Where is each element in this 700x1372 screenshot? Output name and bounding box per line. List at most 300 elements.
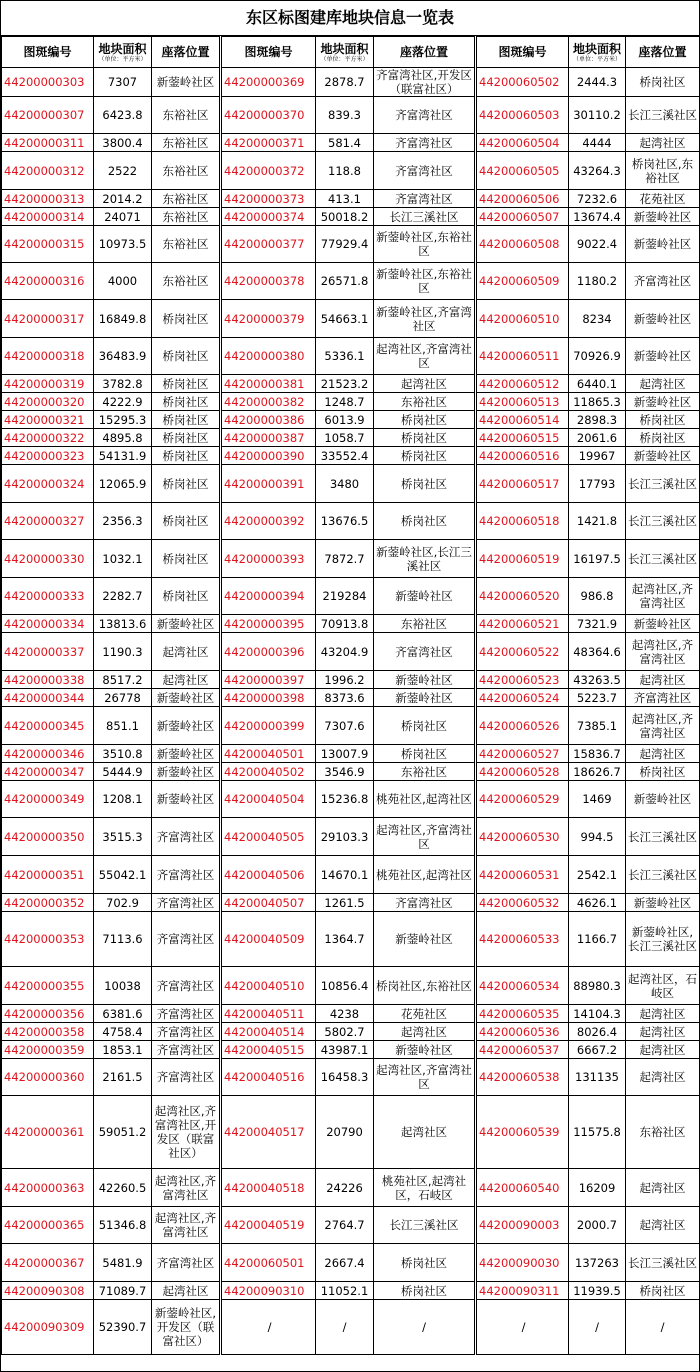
parcel-location-cell: 齐富湾社区 <box>152 1059 221 1096</box>
parcel-location-cell: 齐富湾社区 <box>152 1041 221 1059</box>
parcel-code-cell: 44200060517 <box>476 465 569 503</box>
table-row <box>2 429 700 447</box>
parcel-code-cell: 44200000330 <box>2 540 94 578</box>
parcel-area-cell: 2061.6 <box>569 429 626 447</box>
table-row <box>2 689 700 707</box>
parcel-code-cell: 44200000397 <box>221 671 316 689</box>
parcel-location-cell: 桃苑社区,起湾社区 <box>374 856 476 894</box>
parcel-location-cell: 桥岗社区 <box>152 375 221 393</box>
parcel-location-cell: 桥岗社区 <box>626 68 700 97</box>
parcel-location-cell: 新蓥岭社区 <box>152 745 221 763</box>
parcel-code-cell: 44200000311 <box>2 134 94 152</box>
parcel-location-cell: 起湾社区,齐富湾社区 <box>626 707 700 745</box>
parcel-location-cell: 桥岗社区,东裕社区 <box>626 152 700 190</box>
parcel-location-cell: 齐富湾社区 <box>626 263 700 300</box>
parcel-area-cell: 20790 <box>316 1096 374 1169</box>
parcel-area-cell: 21523.2 <box>316 375 374 393</box>
parcel-code-cell: 44200000374 <box>221 208 316 226</box>
parcel-code-cell: 44200060515 <box>476 429 569 447</box>
parcel-code-cell: 44200060510 <box>476 300 569 338</box>
parcel-code-cell: 44200040505 <box>221 818 316 856</box>
parcel-code-cell: 44200090310 <box>221 1282 316 1300</box>
table-row <box>2 1169 700 1207</box>
parcel-area-cell: 33552.4 <box>316 447 374 465</box>
parcel-location-cell: 桥岗社区 <box>626 429 700 447</box>
parcel-code-cell: 44200060507 <box>476 208 569 226</box>
parcel-area-cell: 2014.2 <box>94 190 152 208</box>
parcel-area-cell: 54663.1 <box>316 300 374 338</box>
parcel-code-cell: 44200060522 <box>476 633 569 671</box>
parcel-area-cell: 2898.3 <box>569 411 626 429</box>
parcel-location-cell: 新蓥岭社区 <box>374 671 476 689</box>
parcel-code-cell: 44200000351 <box>2 856 94 894</box>
parcel-code-cell: 44200000386 <box>221 411 316 429</box>
parcel-location-cell: 起湾社区 <box>626 1005 700 1023</box>
parcel-location-cell: 桥岗社区 <box>374 447 476 465</box>
parcel-code-cell: 44200000334 <box>2 615 94 633</box>
parcel-area-cell: 6440.1 <box>569 375 626 393</box>
parcel-code-cell: 44200000303 <box>2 68 94 97</box>
parcel-code-cell: 44200060535 <box>476 1005 569 1023</box>
parcel-location-cell: 长江三溪社区 <box>626 818 700 856</box>
parcel-code-cell: 44200000394 <box>221 578 316 615</box>
parcel-area-cell: 5444.9 <box>94 763 152 781</box>
parcel-location-cell: 起湾社区,齐富湾社区 <box>152 1207 221 1244</box>
parcel-area-cell: 8234 <box>569 300 626 338</box>
parcel-location-cell: 桥岗社区 <box>374 1282 476 1300</box>
parcel-location-cell: 起湾社区,齐富湾社区 <box>626 578 700 615</box>
parcel-area-cell: 702.9 <box>94 894 152 912</box>
parcel-location-cell: 桥岗社区 <box>626 1282 700 1300</box>
parcel-location-cell: 长江三溪社区 <box>626 503 700 540</box>
table-row <box>2 1282 700 1300</box>
parcel-area-cell: 994.5 <box>569 818 626 856</box>
table-row <box>2 1244 700 1282</box>
parcel-location-cell: 起湾社区，石岐区 <box>626 967 700 1005</box>
parcel-location-cell: 东裕社区 <box>374 615 476 633</box>
parcel-code-cell: 44200060509 <box>476 263 569 300</box>
table-row <box>2 967 700 1005</box>
parcel-area-cell: 4626.1 <box>569 894 626 912</box>
parcel-area-cell: 24226 <box>316 1169 374 1207</box>
parcel-location-cell: 齐富湾社区 <box>152 1244 221 1282</box>
parcel-location-cell: 桥岗社区 <box>152 429 221 447</box>
parcel-area-cell: 29103.3 <box>316 818 374 856</box>
table-row <box>2 818 700 856</box>
table-row <box>2 393 700 411</box>
parcel-code-cell: 44200000350 <box>2 818 94 856</box>
parcel-location-cell: 起湾社区 <box>374 1096 476 1169</box>
parcel-location-cell: 长江三溪社区 <box>626 856 700 894</box>
parcel-code-cell: 44200060514 <box>476 411 569 429</box>
parcel-location-cell: 起湾社区 <box>626 1041 700 1059</box>
parcel-code-cell: 44200040506 <box>221 856 316 894</box>
parcel-code-cell: 44200060524 <box>476 689 569 707</box>
parcel-area-cell: 54131.9 <box>94 447 152 465</box>
parcel-code-cell: 44200000379 <box>221 300 316 338</box>
parcel-location-cell: 齐富湾社区 <box>152 856 221 894</box>
parcel-area-cell: 3510.8 <box>94 745 152 763</box>
parcel-location-cell: 新蓥岭社区 <box>626 447 700 465</box>
parcel-location-cell: 齐富湾社区 <box>152 1023 221 1041</box>
parcel-code-cell: 44200000323 <box>2 447 94 465</box>
table-row <box>2 465 700 503</box>
parcel-area-cell: 70913.8 <box>316 615 374 633</box>
parcel-area-cell: 4758.4 <box>94 1023 152 1041</box>
parcel-code-cell: 44200060539 <box>476 1096 569 1169</box>
parcel-area-cell: 43987.1 <box>316 1041 374 1059</box>
parcel-area-cell: 71089.7 <box>94 1282 152 1300</box>
parcel-code-cell: 44200060512 <box>476 375 569 393</box>
parcel-area-cell: 11575.8 <box>569 1096 626 1169</box>
parcel-location-cell: 桥岗社区 <box>152 447 221 465</box>
parcel-area-cell: 16849.8 <box>94 300 152 338</box>
parcel-location-cell: 桥岗社区 <box>626 763 700 781</box>
parcel-code-cell: 44200000393 <box>221 540 316 578</box>
parcel-area-cell: 3515.3 <box>94 818 152 856</box>
parcel-location-cell: 起湾社区 <box>626 375 700 393</box>
parcel-code-cell: 44200060505 <box>476 152 569 190</box>
parcel-area-cell: 7307.6 <box>316 707 374 745</box>
parcel-code-cell: 44200000392 <box>221 503 316 540</box>
parcel-code-cell: 44200000317 <box>2 300 94 338</box>
parcel-code-cell: 44200040502 <box>221 763 316 781</box>
parcel-location-cell: 长江三溪社区 <box>626 1244 700 1282</box>
table-row <box>2 894 700 912</box>
parcel-location-cell: 新蓥岭社区,长江三溪社区 <box>626 912 700 967</box>
parcel-area-cell: 1364.7 <box>316 912 374 967</box>
parcel-area-cell: 131135 <box>569 1059 626 1096</box>
parcel-location-cell: 东裕社区 <box>152 134 221 152</box>
parcel-area-cell: 15295.3 <box>94 411 152 429</box>
parcel-code-cell: 44200060530 <box>476 818 569 856</box>
parcel-location-cell: 新蓥岭社区 <box>626 894 700 912</box>
parcel-location-cell: 新蓥岭社区 <box>152 763 221 781</box>
parcel-location-cell: 新蓥岭社区 <box>626 615 700 633</box>
parcel-code-cell: 44200040509 <box>221 912 316 967</box>
parcel-area-cell: 2356.3 <box>94 503 152 540</box>
parcel-location-cell: 新蓥岭社区 <box>374 578 476 615</box>
parcel-area-cell: 1421.8 <box>569 503 626 540</box>
parcel-code-cell: 44200040510 <box>221 967 316 1005</box>
parcel-location-cell: 新蓥岭社区 <box>374 912 476 967</box>
parcel-code-cell: 44200040516 <box>221 1059 316 1096</box>
table-row <box>2 1005 700 1023</box>
parcel-area-cell: 3782.8 <box>94 375 152 393</box>
table-row <box>2 1023 700 1041</box>
parcel-area-cell: 986.8 <box>569 578 626 615</box>
parcel-code-cell: 44200060536 <box>476 1023 569 1041</box>
parcel-location-cell: 长江三溪社区 <box>626 540 700 578</box>
parcel-area-cell: 8517.2 <box>94 671 152 689</box>
parcel-code-cell: 44200040507 <box>221 894 316 912</box>
table-row <box>2 97 700 134</box>
parcel-location-cell: 东裕社区 <box>152 152 221 190</box>
parcel-area-cell: 2878.7 <box>316 68 374 97</box>
parcel-area-cell: 5481.9 <box>94 1244 152 1282</box>
parcel-location-cell: 齐富湾社区 <box>152 1005 221 1023</box>
parcel-code-cell: 44200000398 <box>221 689 316 707</box>
table-body <box>2 68 700 1355</box>
parcel-code-cell: 44200040511 <box>221 1005 316 1023</box>
parcel-location-cell: 齐富湾社区 <box>626 689 700 707</box>
parcel-location-cell: 桥岗社区 <box>152 393 221 411</box>
parcel-code-cell: 44200040518 <box>221 1169 316 1207</box>
parcel-code-cell: 44200000356 <box>2 1005 94 1023</box>
parcel-area-cell: 4222.9 <box>94 393 152 411</box>
table-row <box>2 190 700 208</box>
parcel-code-cell: 44200000399 <box>221 707 316 745</box>
parcel-area-cell: 4000 <box>94 263 152 300</box>
parcel-code-cell: 44200060501 <box>221 1244 316 1282</box>
parcel-code-cell: 44200060537 <box>476 1041 569 1059</box>
parcel-area-cell: 7307 <box>94 68 152 97</box>
parcel-location-cell: 齐富湾社区 <box>374 134 476 152</box>
parcel-code-cell: 44200000314 <box>2 208 94 226</box>
parcel-area-cell: 24071 <box>94 208 152 226</box>
parcel-area-cell: 52390.7 <box>94 1300 152 1355</box>
parcel-location-cell: 齐富湾社区 <box>152 818 221 856</box>
parcel-area-cell: 5336.1 <box>316 338 374 375</box>
parcel-area-cell: 4444 <box>569 134 626 152</box>
parcel-code-cell: 44200000319 <box>2 375 94 393</box>
parcel-location-cell: 起湾社区,齐富湾社区 <box>374 1059 476 1096</box>
parcel-location-cell: 齐富湾社区 <box>152 912 221 967</box>
parcel-location-cell: 桥岗社区 <box>374 707 476 745</box>
parcel-code-cell: 44200000344 <box>2 689 94 707</box>
parcel-location-cell: 桥岗社区 <box>374 503 476 540</box>
parcel-code-cell: 44200000355 <box>2 967 94 1005</box>
parcel-location-cell: 桥岗社区 <box>374 411 476 429</box>
parcel-code-cell: 44200000365 <box>2 1207 94 1244</box>
parcel-area-cell: 15236.8 <box>316 781 374 818</box>
parcel-location-cell: 起湾社区,齐富湾社区 <box>626 633 700 671</box>
parcel-location-cell: 东裕社区 <box>152 190 221 208</box>
header-location: 座落位置 <box>374 37 476 68</box>
parcel-area-cell: 77929.4 <box>316 226 374 263</box>
parcel-area-cell: 2764.7 <box>316 1207 374 1244</box>
parcel-code-cell: 44200060503 <box>476 97 569 134</box>
parcel-area-cell: 11052.1 <box>316 1282 374 1300</box>
table-row <box>2 134 700 152</box>
parcel-location-cell: 起湾社区 <box>152 633 221 671</box>
table-row <box>2 763 700 781</box>
header-area: 地块面积 （单位：平方米） <box>94 37 152 68</box>
parcel-area-cell: 219284 <box>316 578 374 615</box>
parcel-area-cell: 7113.6 <box>94 912 152 967</box>
parcel-location-cell: / <box>374 1300 476 1355</box>
parcel-location-cell: 长江三溪社区 <box>374 1207 476 1244</box>
parcel-area-cell: 581.4 <box>316 134 374 152</box>
parcel-area-cell: 10856.4 <box>316 967 374 1005</box>
parcel-area-cell: 13676.5 <box>316 503 374 540</box>
parcel-location-cell: 新蓥岭社区,东裕社区 <box>374 263 476 300</box>
table-row <box>2 226 700 263</box>
parcel-location-cell: 新蓥岭社区 <box>374 1041 476 1059</box>
parcel-code-cell: 44200060526 <box>476 707 569 745</box>
parcel-code-cell: 44200060521 <box>476 615 569 633</box>
parcel-code-cell: 44200000372 <box>221 152 316 190</box>
parcel-location-cell: 齐富湾社区 <box>374 633 476 671</box>
parcel-code-cell: 44200000338 <box>2 671 94 689</box>
parcel-code-cell: 44200000313 <box>2 190 94 208</box>
parcel-area-cell: 5802.7 <box>316 1023 374 1041</box>
parcel-location-cell: 齐富湾社区 <box>374 190 476 208</box>
parcel-location-cell: 花苑社区 <box>626 190 700 208</box>
table-row <box>2 411 700 429</box>
parcel-area-cell: 118.8 <box>316 152 374 190</box>
parcel-location-cell: 起湾社区 <box>374 1023 476 1041</box>
parcel-area-cell: 7232.6 <box>569 190 626 208</box>
header-area: 地块面积 （单位：平方米） <box>316 37 374 68</box>
parcel-code-cell: 44200090311 <box>476 1282 569 1300</box>
parcel-location-cell: 新蓥岭社区 <box>626 300 700 338</box>
parcel-code-cell: 44200000377 <box>221 226 316 263</box>
parcel-area-cell: 6667.2 <box>569 1041 626 1059</box>
parcel-area-cell: 1261.5 <box>316 894 374 912</box>
parcel-code-cell: / <box>476 1300 569 1355</box>
parcel-code-cell: 44200060508 <box>476 226 569 263</box>
parcel-location-cell: 新蓥岭社区 <box>626 226 700 263</box>
parcel-area-cell: 15836.7 <box>569 745 626 763</box>
parcel-area-cell: 43264.3 <box>569 152 626 190</box>
parcel-code-cell: 44200000395 <box>221 615 316 633</box>
parcel-code-cell: 44200060502 <box>476 68 569 97</box>
parcel-area-cell: / <box>316 1300 374 1355</box>
parcel-location-cell: 齐富湾社区 <box>374 152 476 190</box>
parcel-code-cell: 44200000353 <box>2 912 94 967</box>
parcel-code-cell: 44200000361 <box>2 1096 94 1169</box>
parcel-area-cell: 2522 <box>94 152 152 190</box>
parcel-area-cell: 6013.9 <box>316 411 374 429</box>
parcel-code-cell: 44200000370 <box>221 97 316 134</box>
parcel-code-cell: 44200040501 <box>221 745 316 763</box>
table-row <box>2 671 700 689</box>
parcel-location-cell: 东裕社区 <box>374 393 476 411</box>
parcel-location-cell: 桥岗社区 <box>374 465 476 503</box>
parcel-location-cell: 新蓥岭社区,齐富湾社区 <box>374 300 476 338</box>
parcel-code-cell: 44200060506 <box>476 190 569 208</box>
parcel-area-cell: 13007.9 <box>316 745 374 763</box>
parcel-area-cell: 2542.1 <box>569 856 626 894</box>
parcel-area-cell: 43204.9 <box>316 633 374 671</box>
parcel-area-cell: 42260.5 <box>94 1169 152 1207</box>
parcel-location-cell: 起湾社区 <box>626 1059 700 1096</box>
parcel-area-cell: 1166.7 <box>569 912 626 967</box>
table-row <box>2 300 700 338</box>
parcel-area-cell: 50018.2 <box>316 208 374 226</box>
parcel-area-cell: 2667.4 <box>316 1244 374 1282</box>
parcel-area-cell: 2161.5 <box>94 1059 152 1096</box>
parcel-location-cell: 新蓥岭社区,东裕社区 <box>374 226 476 263</box>
table-row <box>2 781 700 818</box>
parcel-location-cell: 起湾社区 <box>152 1282 221 1300</box>
table-row <box>2 1059 700 1096</box>
parcel-area-cell: / <box>569 1300 626 1355</box>
parcel-code-cell: 44200000363 <box>2 1169 94 1207</box>
parcel-location-cell: 起湾社区 <box>152 671 221 689</box>
table-row <box>2 578 700 615</box>
parcel-code-cell: 44200060519 <box>476 540 569 578</box>
parcel-code-cell: 44200000349 <box>2 781 94 818</box>
parcel-area-cell: 5223.7 <box>569 689 626 707</box>
parcel-location-cell: 新蓥岭社区 <box>626 338 700 375</box>
parcel-area-cell: 1469 <box>569 781 626 818</box>
parcel-area-cell: 14670.1 <box>316 856 374 894</box>
parcel-area-cell: 851.1 <box>94 707 152 745</box>
parcel-code-cell: 44200000327 <box>2 503 94 540</box>
table-header-row <box>2 37 700 68</box>
parcel-area-cell: 11939.5 <box>569 1282 626 1300</box>
parcel-area-cell: 51346.8 <box>94 1207 152 1244</box>
parcel-location-cell: 东裕社区 <box>626 1096 700 1169</box>
table-row <box>2 912 700 967</box>
table-row <box>2 1096 700 1169</box>
parcel-code-cell: 44200040514 <box>221 1023 316 1041</box>
table-row <box>2 745 700 763</box>
parcel-code-cell: 44200000371 <box>221 134 316 152</box>
table-row <box>2 1041 700 1059</box>
parcel-area-cell: 839.3 <box>316 97 374 134</box>
parcel-location-cell: 桃苑社区,起湾社区 <box>374 781 476 818</box>
parcel-code-cell: 44200040504 <box>221 781 316 818</box>
parcel-code-cell: 44200060531 <box>476 856 569 894</box>
parcel-area-cell: 7321.9 <box>569 615 626 633</box>
table-row <box>2 375 700 393</box>
parcel-code-cell: 44200000333 <box>2 578 94 615</box>
parcel-code-cell: 44200040517 <box>221 1096 316 1169</box>
parcel-code-cell: 44200060518 <box>476 503 569 540</box>
parcel-code-cell: 44200000324 <box>2 465 94 503</box>
parcel-location-cell: 桃苑社区,起湾社区，石岐区 <box>374 1169 476 1207</box>
parcel-info-table <box>1 36 700 1355</box>
parcel-location-cell: 齐富湾社区 <box>374 97 476 134</box>
parcel-location-cell: 桥岗社区 <box>152 503 221 540</box>
table-row <box>2 707 700 745</box>
table-row <box>2 208 700 226</box>
parcel-code-cell: 44200000359 <box>2 1041 94 1059</box>
table-row <box>2 633 700 671</box>
parcel-area-cell: 26571.8 <box>316 263 374 300</box>
table-row <box>2 503 700 540</box>
parcel-code-cell: 44200060540 <box>476 1169 569 1207</box>
parcel-location-cell: 起湾社区 <box>626 1023 700 1041</box>
parcel-code-cell: 44200000367 <box>2 1244 94 1282</box>
parcel-code-cell: 44200000369 <box>221 68 316 97</box>
parcel-location-cell: 花苑社区 <box>374 1005 476 1023</box>
parcel-code-cell: 44200000360 <box>2 1059 94 1096</box>
parcel-location-cell: 起湾社区 <box>626 1207 700 1244</box>
parcel-area-cell: 1180.2 <box>569 263 626 300</box>
parcel-area-cell: 11865.3 <box>569 393 626 411</box>
parcel-area-cell: 16209 <box>569 1169 626 1207</box>
parcel-code-cell: 44200090003 <box>476 1207 569 1244</box>
parcel-code-cell: 44200000312 <box>2 152 94 190</box>
parcel-location-cell: 桥岗社区 <box>374 745 476 763</box>
table-row <box>2 1207 700 1244</box>
parcel-area-cell: 43263.5 <box>569 671 626 689</box>
parcel-area-cell: 9022.4 <box>569 226 626 263</box>
parcel-location-cell: 长江三溪社区 <box>626 97 700 134</box>
table-row <box>2 615 700 633</box>
parcel-area-cell: 7385.1 <box>569 707 626 745</box>
header-location: 座落位置 <box>626 37 700 68</box>
parcel-code-cell: 44200000316 <box>2 263 94 300</box>
parcel-location-cell: 齐富湾社区 <box>152 967 221 1005</box>
parcel-code-cell: 44200000346 <box>2 745 94 763</box>
parcel-area-cell: 1190.3 <box>94 633 152 671</box>
parcel-area-cell: 7872.7 <box>316 540 374 578</box>
